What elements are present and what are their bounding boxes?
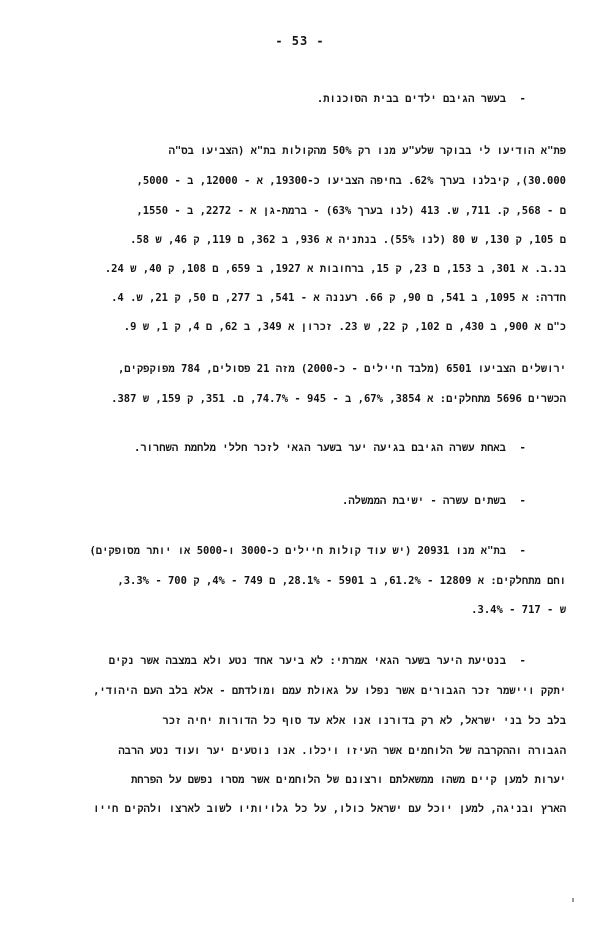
text-line: בנ.ב. א 301, ב 153, ם 23, ק 15, ברחובות א 1927, ב 659, ם 108, ק 40, ש 24. — [104, 263, 566, 275]
bullet-dash: - — [519, 494, 526, 507]
text-line: בנטיעת היער בשער הגאי אמרתי: לא ביער אחד נטע ולא במצבה אשר נקים — [108, 655, 506, 667]
text-line: בשתים עשרה - ישיבת הממשלה. — [342, 495, 506, 507]
text-line: וחם מתחלקים: א 12809 - 61.2%, ב 5901 - 28.1%, ם 749 - 4%, ק 700 - 3.3%, — [117, 575, 566, 587]
bullet-dash: - — [519, 92, 526, 105]
text-line: ם 105, ק 130, ש 80 (לנו 55%). בנתניה א 936, ב 362, ם 119, ק 46, ש 58. — [130, 234, 566, 246]
text-line: 30.000), קיבלנו בערך 62%. בחיפה הצביעו כ-19300, א - 12000, ב - 5000, — [136, 175, 566, 187]
text-line: בת"א מנו 20931 (יש עוד קולות חיילים כ-3000 ו-5000 או יותר מסופקים) — [89, 545, 506, 557]
text-line: יערות למען קיים משהו ממשאלתם ורצונם של הלוחמים אשר מסרו נפשם על הפרחת — [130, 774, 566, 786]
text-line: כ"ם א 900, ב 430, ם 102, ק 22, ש 23. זכרון א 349, ב 62, ם 4, ק 1, ש 9. — [123, 321, 566, 333]
text-line: יתקק ויישמר זכר הגבורים אשר נפלו על גאולת עמם ומולדתם - אלא בלב העם היהודי, — [93, 685, 566, 697]
text-line: הגבורה וההקרבה של הלוחמים אשר העיזו ויכלו. אנו נוטעים יער ועוד נטע הרבה — [118, 745, 566, 757]
bullet-dash: - — [519, 654, 526, 667]
text-line: חדרה: א 1095, ב 541, ם 90, ק 66. רעננה א - 541, ב 277, ם 50, ק 21, ש. 4. — [111, 292, 566, 304]
text-line: ש - 717 - 3.4%. — [471, 604, 566, 616]
text-line: באחת עשרה הגיבם בגיעה יער בשער הגאי לזכר חללי מלחמת השחרור. — [134, 442, 506, 454]
text-line: ם - 568, ק. 711, ש. 413 (לנו בערך 63%) - ברמת-גן א - 2272, ב - 1550, — [136, 205, 566, 217]
bullet-dash: - — [519, 544, 526, 557]
bullet-dash: - — [519, 441, 526, 454]
page-number: - 53 - — [275, 34, 325, 48]
text-line: פת"א הודיעו לי בבוקר שלע"ע מנו רק 50% מהקולות בת"א (הצביעו בס"ה — [168, 145, 566, 157]
text-line: בלב כל בני ישראל, לא רק בדורנו אנו אלא עד סוף כל הדורות יחיה זכר — [162, 715, 566, 727]
text-line: הארץ ובניגה, למען יוכל עם ישראל כולו, על כל גלויותיו לשוב לארצו ולהקים חייו — [93, 803, 566, 815]
scan-artifact — [572, 898, 574, 902]
text-line: ירושלים הצביעו 6501 (מלבד חיילים - כ-2000) מזה 21 פסולים, 784 מפוקפקים, — [117, 363, 566, 375]
text-line: בעשר הגיבם ילדים בבית הסוכנות. — [316, 93, 506, 105]
text-line: הכשרים 5696 מתחלקים: א 3854, 67%, ב - 945 - 74.7%, ם. 351, ק 159, ש 387. — [111, 393, 566, 405]
